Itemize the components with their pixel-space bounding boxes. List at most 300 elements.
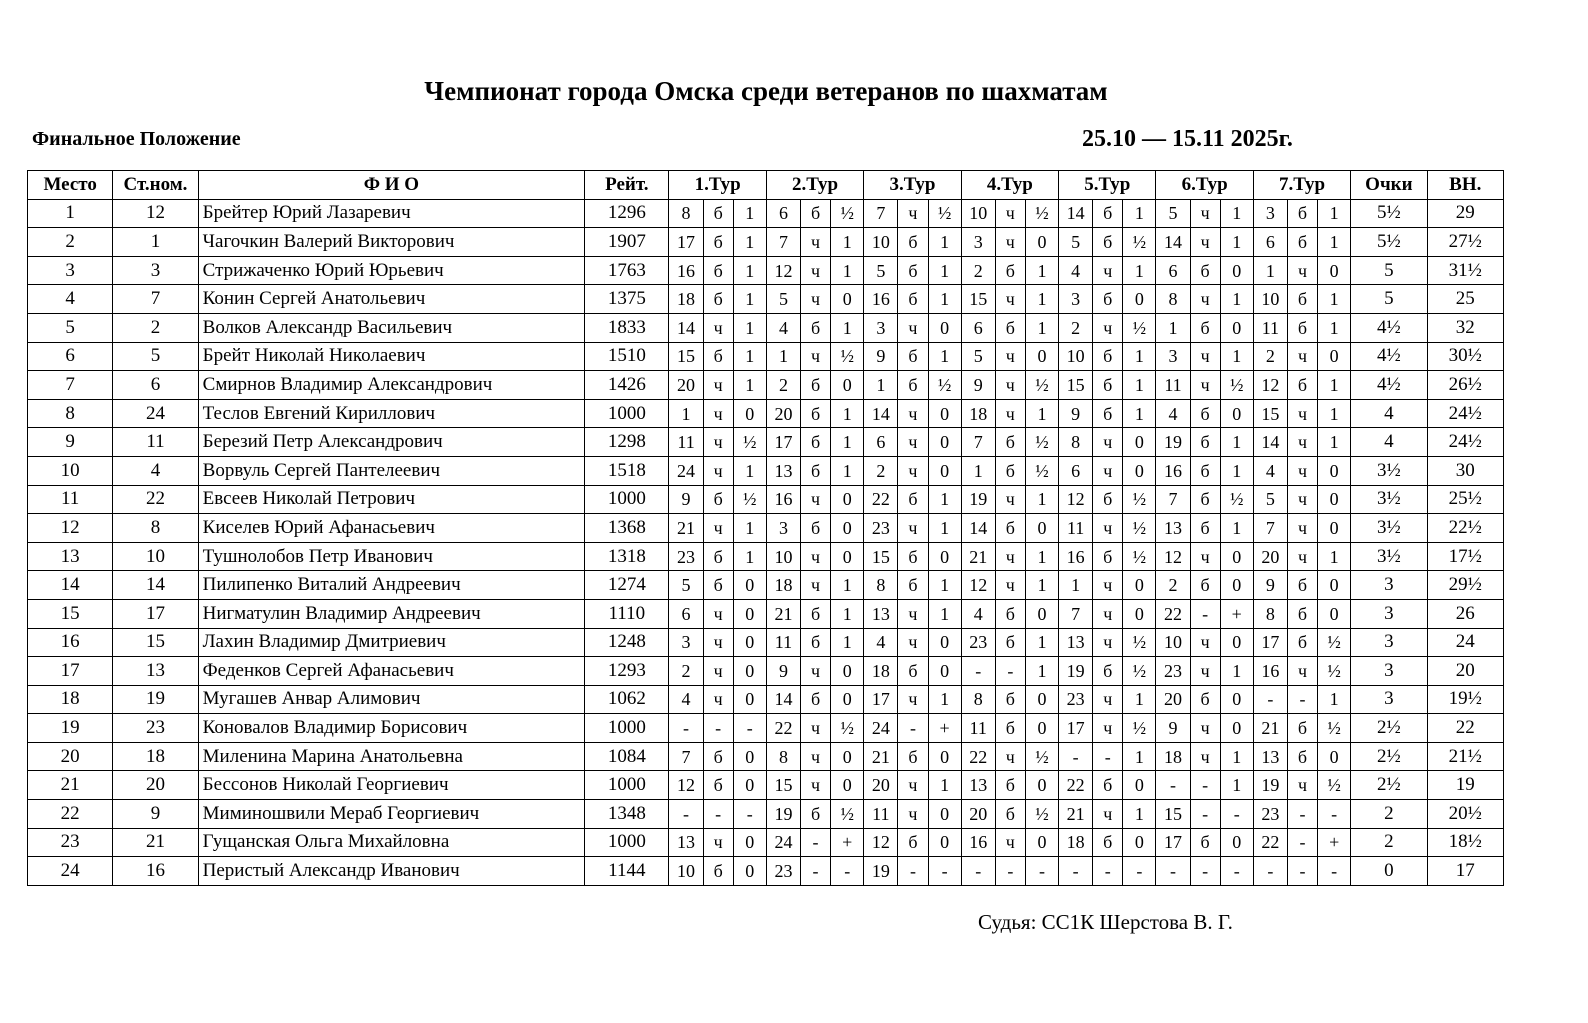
round-1-result-cell: 1 xyxy=(733,256,766,285)
round-1-result-cell: ½ xyxy=(733,485,766,514)
round-6-color-cell: ч xyxy=(1190,228,1220,257)
round-5-color-cell: ч xyxy=(1093,256,1123,285)
round-6-result-cell: 1 xyxy=(1220,456,1253,485)
standings-body xyxy=(28,199,1504,885)
table-row xyxy=(28,428,1504,457)
round-1-opponent-cell: 7 xyxy=(669,742,703,771)
tiebreak-cell: 26 xyxy=(1427,599,1503,628)
round-7-result-cell: 1 xyxy=(1318,371,1351,400)
round-3-result-cell: 1 xyxy=(928,685,961,714)
round-6-result-cell: 0 xyxy=(1220,542,1253,571)
round-2-result-cell: 1 xyxy=(831,256,864,285)
round-3-opponent-cell: 16 xyxy=(864,285,898,314)
round-6-opponent-cell: 1 xyxy=(1156,313,1190,342)
round-4-opponent-cell: 20 xyxy=(961,800,995,829)
round-1-result-cell: 1 xyxy=(733,371,766,400)
tiebreak-cell: 29 xyxy=(1427,199,1503,228)
round-5-opponent-cell: 1 xyxy=(1059,571,1093,600)
round-3-color-cell: ч xyxy=(898,685,928,714)
round-7-result-cell: ½ xyxy=(1318,714,1351,743)
round-1-color-cell: б xyxy=(703,342,733,371)
round-7-color-cell: ч xyxy=(1287,428,1317,457)
place-cell: 7 xyxy=(28,371,113,400)
rating-cell: 1293 xyxy=(585,657,669,686)
round-5-result-cell: 1 xyxy=(1123,256,1156,285)
round-5-color-cell: б xyxy=(1093,228,1123,257)
round-7-color-cell: б xyxy=(1287,714,1317,743)
table-row xyxy=(28,599,1504,628)
round-2-color-cell: б xyxy=(801,313,831,342)
round-3-result-cell: 1 xyxy=(928,571,961,600)
round-4-color-cell: ч xyxy=(995,399,1025,428)
round-5-color-cell: ч xyxy=(1093,514,1123,543)
round-1-color-cell: б xyxy=(703,199,733,228)
round-5-result-cell: - xyxy=(1123,857,1156,886)
round-6-result-cell: 0 xyxy=(1220,828,1253,857)
place-cell: 14 xyxy=(28,571,113,600)
round-1-color-cell: б xyxy=(703,485,733,514)
round-3-color-cell: ч xyxy=(898,456,928,485)
round-3-opponent-cell: 22 xyxy=(864,485,898,514)
round-5-result-cell: 0 xyxy=(1123,599,1156,628)
round-5-opponent-cell: 4 xyxy=(1059,256,1093,285)
round-7-color-cell: - xyxy=(1287,685,1317,714)
round-2-opponent-cell: 24 xyxy=(766,828,800,857)
round-1-color-cell: б xyxy=(703,771,733,800)
rating-cell: 1763 xyxy=(585,256,669,285)
table-row xyxy=(28,657,1504,686)
round-5-color-cell: б xyxy=(1093,285,1123,314)
round-2-result-cell: 1 xyxy=(831,399,864,428)
round-2-opponent-cell: 15 xyxy=(766,771,800,800)
tournament-dates: 25.10 — 15.11 2025г. xyxy=(1082,126,1293,152)
player-name-cell: Миминошвили Мераб Георгиевич xyxy=(198,800,585,829)
round-6-opponent-cell: 4 xyxy=(1156,399,1190,428)
header-round-6: 6.Тур xyxy=(1156,171,1253,200)
round-1-color-cell: б xyxy=(703,542,733,571)
round-6-color-cell: ч xyxy=(1190,542,1220,571)
round-7-color-cell: ч xyxy=(1287,256,1317,285)
round-5-opponent-cell: 22 xyxy=(1059,771,1093,800)
round-2-result-cell: 1 xyxy=(831,571,864,600)
player-name-cell: Миленина Марина Анатольевна xyxy=(198,742,585,771)
round-7-opponent-cell: 21 xyxy=(1253,714,1287,743)
rating-cell: 1062 xyxy=(585,685,669,714)
round-3-result-cell: 0 xyxy=(928,542,961,571)
round-1-opponent-cell: - xyxy=(669,800,703,829)
round-7-opponent-cell: 15 xyxy=(1253,399,1287,428)
player-name-cell: Волков Александр Васильевич xyxy=(198,313,585,342)
round-5-result-cell: ½ xyxy=(1123,714,1156,743)
round-2-opponent-cell: 14 xyxy=(766,685,800,714)
header-round-1: 1.Тур xyxy=(669,171,766,200)
points-cell: 3 xyxy=(1351,657,1427,686)
tiebreak-cell: 29½ xyxy=(1427,571,1503,600)
round-1-opponent-cell: 16 xyxy=(669,256,703,285)
rating-cell: 1000 xyxy=(585,485,669,514)
round-5-color-cell: - xyxy=(1093,742,1123,771)
round-6-color-cell: б xyxy=(1190,399,1220,428)
table-row xyxy=(28,371,1504,400)
round-3-color-cell: ч xyxy=(898,771,928,800)
round-4-result-cell: 0 xyxy=(1025,514,1058,543)
round-6-color-cell: ч xyxy=(1190,371,1220,400)
round-1-result-cell: 0 xyxy=(733,657,766,686)
start-number-cell: 22 xyxy=(113,485,198,514)
round-3-opponent-cell: 3 xyxy=(864,313,898,342)
round-7-result-cell: - xyxy=(1318,857,1351,886)
round-6-opponent-cell: 19 xyxy=(1156,428,1190,457)
round-4-color-cell: б xyxy=(995,800,1025,829)
tiebreak-cell: 26½ xyxy=(1427,371,1503,400)
tiebreak-cell: 22½ xyxy=(1427,514,1503,543)
round-3-opponent-cell: 9 xyxy=(864,342,898,371)
round-2-color-cell: ч xyxy=(801,742,831,771)
points-cell: 2½ xyxy=(1351,771,1427,800)
round-7-result-cell: 0 xyxy=(1318,342,1351,371)
round-7-color-cell: б xyxy=(1287,199,1317,228)
round-2-result-cell: 1 xyxy=(831,456,864,485)
tiebreak-cell: 19 xyxy=(1427,771,1503,800)
round-3-result-cell: - xyxy=(928,857,961,886)
table-row xyxy=(28,685,1504,714)
round-5-color-cell: б xyxy=(1093,342,1123,371)
round-1-color-cell: ч xyxy=(703,514,733,543)
round-6-color-cell: б xyxy=(1190,571,1220,600)
points-cell: 4½ xyxy=(1351,342,1427,371)
round-3-color-cell: ч xyxy=(898,399,928,428)
round-6-color-cell: б xyxy=(1190,456,1220,485)
place-cell: 4 xyxy=(28,285,113,314)
round-4-result-cell: - xyxy=(1025,857,1058,886)
round-2-result-cell: 0 xyxy=(831,285,864,314)
player-name-cell: Ворвуль Сергей Пантелеевич xyxy=(198,456,585,485)
round-3-result-cell: 0 xyxy=(928,657,961,686)
round-5-result-cell: 0 xyxy=(1123,428,1156,457)
round-1-opponent-cell: 18 xyxy=(669,285,703,314)
place-cell: 8 xyxy=(28,399,113,428)
player-name-cell: Гущанская Ольга Михайловна xyxy=(198,828,585,857)
round-6-color-cell: ч xyxy=(1190,742,1220,771)
points-cell: 5½ xyxy=(1351,228,1427,257)
round-7-opponent-cell: 8 xyxy=(1253,599,1287,628)
player-name-cell: Евсеев Николай Петрович xyxy=(198,485,585,514)
round-3-result-cell: 0 xyxy=(928,742,961,771)
tiebreak-cell: 30½ xyxy=(1427,342,1503,371)
round-2-opponent-cell: 21 xyxy=(766,599,800,628)
judge-signature: Судья: СС1К Шерстова В. Г. xyxy=(978,910,1233,934)
round-7-color-cell: ч xyxy=(1287,542,1317,571)
round-5-opponent-cell: 8 xyxy=(1059,428,1093,457)
round-2-result-cell: 1 xyxy=(831,228,864,257)
round-1-result-cell: 0 xyxy=(733,399,766,428)
rating-cell: 1368 xyxy=(585,514,669,543)
round-7-color-cell: б xyxy=(1287,285,1317,314)
round-3-result-cell: 0 xyxy=(928,428,961,457)
header-rating: Рейт. xyxy=(585,171,669,200)
player-name-cell: Пилипенко Виталий Андреевич xyxy=(198,571,585,600)
tiebreak-cell: 24½ xyxy=(1427,428,1503,457)
round-7-color-cell: - xyxy=(1287,828,1317,857)
round-5-opponent-cell: 19 xyxy=(1059,657,1093,686)
round-2-opponent-cell: 20 xyxy=(766,399,800,428)
round-1-result-cell: 0 xyxy=(733,742,766,771)
round-3-result-cell: 1 xyxy=(928,771,961,800)
round-3-color-cell: б xyxy=(898,256,928,285)
rating-cell: 1375 xyxy=(585,285,669,314)
rating-cell: 1426 xyxy=(585,371,669,400)
round-3-result-cell: ½ xyxy=(928,371,961,400)
round-3-color-cell: ч xyxy=(898,199,928,228)
round-5-result-cell: 1 xyxy=(1123,685,1156,714)
table-row xyxy=(28,628,1504,657)
start-number-cell: 7 xyxy=(113,285,198,314)
round-2-color-cell: б xyxy=(801,514,831,543)
round-4-opponent-cell: 15 xyxy=(961,285,995,314)
round-1-color-cell: - xyxy=(703,800,733,829)
start-number-cell: 24 xyxy=(113,399,198,428)
round-7-opponent-cell: 14 xyxy=(1253,428,1287,457)
place-cell: 6 xyxy=(28,342,113,371)
tiebreak-cell: 22 xyxy=(1427,714,1503,743)
points-cell: 2½ xyxy=(1351,714,1427,743)
round-2-color-cell: ч xyxy=(801,571,831,600)
round-1-color-cell: б xyxy=(703,857,733,886)
round-5-result-cell: 1 xyxy=(1123,742,1156,771)
round-6-opponent-cell: - xyxy=(1156,771,1190,800)
round-4-opponent-cell: 7 xyxy=(961,428,995,457)
rating-cell: 1296 xyxy=(585,199,669,228)
round-3-opponent-cell: 8 xyxy=(864,571,898,600)
round-1-result-cell: 1 xyxy=(733,542,766,571)
round-1-color-cell: ч xyxy=(703,628,733,657)
round-2-opponent-cell: 2 xyxy=(766,371,800,400)
round-6-result-cell: 0 xyxy=(1220,313,1253,342)
place-cell: 21 xyxy=(28,771,113,800)
round-5-opponent-cell: 21 xyxy=(1059,800,1093,829)
round-4-opponent-cell: 10 xyxy=(961,199,995,228)
round-2-result-cell: 1 xyxy=(831,599,864,628)
round-6-color-cell: б xyxy=(1190,428,1220,457)
round-3-color-cell: б xyxy=(898,828,928,857)
round-2-opponent-cell: 23 xyxy=(766,857,800,886)
round-2-result-cell: 0 xyxy=(831,485,864,514)
round-4-opponent-cell: 11 xyxy=(961,714,995,743)
round-7-opponent-cell: 10 xyxy=(1253,285,1287,314)
round-5-opponent-cell: - xyxy=(1059,742,1093,771)
rating-cell: 1274 xyxy=(585,571,669,600)
round-6-result-cell: + xyxy=(1220,599,1253,628)
start-number-cell: 20 xyxy=(113,771,198,800)
round-7-result-cell: - xyxy=(1318,800,1351,829)
round-2-color-cell: ч xyxy=(801,771,831,800)
round-1-opponent-cell: 10 xyxy=(669,857,703,886)
round-7-opponent-cell: 16 xyxy=(1253,657,1287,686)
standings-table xyxy=(27,170,1504,886)
round-7-opponent-cell: 4 xyxy=(1253,456,1287,485)
round-5-result-cell: ½ xyxy=(1123,313,1156,342)
round-7-opponent-cell: 6 xyxy=(1253,228,1287,257)
round-2-color-cell: б xyxy=(801,685,831,714)
round-2-color-cell: - xyxy=(801,857,831,886)
rating-cell: 1000 xyxy=(585,399,669,428)
round-3-result-cell: 0 xyxy=(928,800,961,829)
round-4-result-cell: 1 xyxy=(1025,657,1058,686)
round-6-result-cell: 0 xyxy=(1220,628,1253,657)
round-3-opponent-cell: 4 xyxy=(864,628,898,657)
round-6-opponent-cell: 22 xyxy=(1156,599,1190,628)
round-5-result-cell: ½ xyxy=(1123,228,1156,257)
start-number-cell: 2 xyxy=(113,313,198,342)
round-1-result-cell: 0 xyxy=(733,771,766,800)
place-cell: 2 xyxy=(28,228,113,257)
round-7-result-cell: 1 xyxy=(1318,228,1351,257)
round-1-color-cell: ч xyxy=(703,428,733,457)
rating-cell: 1144 xyxy=(585,857,669,886)
round-1-result-cell: 0 xyxy=(733,599,766,628)
round-7-result-cell: 0 xyxy=(1318,485,1351,514)
round-5-color-cell: ч xyxy=(1093,628,1123,657)
round-7-color-cell: б xyxy=(1287,571,1317,600)
player-name-cell: Перистый Александр Иванович xyxy=(198,857,585,886)
round-6-opponent-cell: 10 xyxy=(1156,628,1190,657)
player-name-cell: Феденков Сергей Афанасьевич xyxy=(198,657,585,686)
round-6-opponent-cell: 16 xyxy=(1156,456,1190,485)
player-name-cell: Конин Сергей Анатольевич xyxy=(198,285,585,314)
round-1-opponent-cell: 8 xyxy=(669,199,703,228)
rating-cell: 1318 xyxy=(585,542,669,571)
round-3-color-cell: ч xyxy=(898,428,928,457)
round-6-color-cell: - xyxy=(1190,857,1220,886)
round-2-result-cell: ½ xyxy=(831,800,864,829)
round-7-result-cell: ½ xyxy=(1318,628,1351,657)
rating-cell: 1510 xyxy=(585,342,669,371)
round-5-color-cell: б xyxy=(1093,771,1123,800)
place-cell: 13 xyxy=(28,542,113,571)
round-7-color-cell: б xyxy=(1287,371,1317,400)
round-5-color-cell: ч xyxy=(1093,456,1123,485)
round-1-opponent-cell: 9 xyxy=(669,485,703,514)
round-6-result-cell: 1 xyxy=(1220,228,1253,257)
tiebreak-cell: 31½ xyxy=(1427,256,1503,285)
table-row xyxy=(28,342,1504,371)
start-number-cell: 21 xyxy=(113,828,198,857)
player-name-cell: Стрижаченко Юрий Юрьевич xyxy=(198,256,585,285)
round-1-opponent-cell: 3 xyxy=(669,628,703,657)
round-6-opponent-cell: 2 xyxy=(1156,571,1190,600)
round-7-result-cell: 0 xyxy=(1318,599,1351,628)
round-2-color-cell: б xyxy=(801,456,831,485)
round-6-result-cell: 1 xyxy=(1220,771,1253,800)
round-3-color-cell: б xyxy=(898,228,928,257)
round-2-result-cell: 1 xyxy=(831,313,864,342)
rating-cell: 1000 xyxy=(585,828,669,857)
round-4-opponent-cell: 19 xyxy=(961,485,995,514)
table-row xyxy=(28,714,1504,743)
round-4-result-cell: ½ xyxy=(1025,800,1058,829)
rating-cell: 1833 xyxy=(585,313,669,342)
round-1-opponent-cell: 5 xyxy=(669,571,703,600)
round-4-color-cell: ч xyxy=(995,742,1025,771)
tiebreak-cell: 32 xyxy=(1427,313,1503,342)
round-3-opponent-cell: 19 xyxy=(864,857,898,886)
header-round-7: 7.Тур xyxy=(1253,171,1350,200)
tiebreak-cell: 20½ xyxy=(1427,800,1503,829)
round-3-opponent-cell: 2 xyxy=(864,456,898,485)
round-1-color-cell: ч xyxy=(703,685,733,714)
round-4-color-cell: б xyxy=(995,628,1025,657)
rating-cell: 1518 xyxy=(585,456,669,485)
round-2-opponent-cell: 22 xyxy=(766,714,800,743)
header-start-number: Ст.ном. xyxy=(113,171,198,200)
round-7-opponent-cell: 13 xyxy=(1253,742,1287,771)
round-3-opponent-cell: 12 xyxy=(864,828,898,857)
round-6-result-cell: - xyxy=(1220,857,1253,886)
start-number-cell: 4 xyxy=(113,456,198,485)
place-cell: 17 xyxy=(28,657,113,686)
round-6-opponent-cell: 15 xyxy=(1156,800,1190,829)
round-5-color-cell: б xyxy=(1093,828,1123,857)
points-cell: 4 xyxy=(1351,399,1427,428)
points-cell: 3 xyxy=(1351,571,1427,600)
round-4-color-cell: ч xyxy=(995,228,1025,257)
round-7-opponent-cell: 11 xyxy=(1253,313,1287,342)
rating-cell: 1907 xyxy=(585,228,669,257)
round-7-result-cell: ½ xyxy=(1318,771,1351,800)
round-4-color-cell: ч xyxy=(995,285,1025,314)
round-2-color-cell: б xyxy=(801,399,831,428)
rating-cell: 1084 xyxy=(585,742,669,771)
round-4-opponent-cell: 1 xyxy=(961,456,995,485)
place-cell: 1 xyxy=(28,199,113,228)
round-3-color-cell: ч xyxy=(898,313,928,342)
round-4-result-cell: 0 xyxy=(1025,685,1058,714)
rating-cell: 1298 xyxy=(585,428,669,457)
round-6-opponent-cell: 7 xyxy=(1156,485,1190,514)
round-7-opponent-cell: - xyxy=(1253,857,1287,886)
tiebreak-cell: 20 xyxy=(1427,657,1503,686)
round-5-result-cell: ½ xyxy=(1123,542,1156,571)
table-row xyxy=(28,771,1504,800)
round-5-color-cell: ч xyxy=(1093,800,1123,829)
round-4-color-cell: ч xyxy=(995,485,1025,514)
round-6-color-cell: б xyxy=(1190,256,1220,285)
round-2-color-cell: ч xyxy=(801,256,831,285)
table-row xyxy=(28,456,1504,485)
place-cell: 19 xyxy=(28,714,113,743)
round-1-color-cell: - xyxy=(703,714,733,743)
tiebreak-cell: 21½ xyxy=(1427,742,1503,771)
tiebreak-cell: 25½ xyxy=(1427,485,1503,514)
round-7-color-cell: - xyxy=(1287,857,1317,886)
tiebreak-cell: 24½ xyxy=(1427,399,1503,428)
points-cell: 3 xyxy=(1351,628,1427,657)
round-3-result-cell: 0 xyxy=(928,313,961,342)
tiebreak-cell: 17 xyxy=(1427,857,1503,886)
round-1-color-cell: ч xyxy=(703,828,733,857)
round-4-color-cell: б xyxy=(995,685,1025,714)
round-5-opponent-cell: 16 xyxy=(1059,542,1093,571)
round-2-opponent-cell: 5 xyxy=(766,285,800,314)
round-4-result-cell: ½ xyxy=(1025,371,1058,400)
round-2-result-cell: 0 xyxy=(831,514,864,543)
round-7-color-cell: ч xyxy=(1287,514,1317,543)
points-cell: 5½ xyxy=(1351,199,1427,228)
rating-cell: 1000 xyxy=(585,714,669,743)
tiebreak-cell: 18½ xyxy=(1427,828,1503,857)
round-6-opponent-cell: 17 xyxy=(1156,828,1190,857)
table-row xyxy=(28,514,1504,543)
